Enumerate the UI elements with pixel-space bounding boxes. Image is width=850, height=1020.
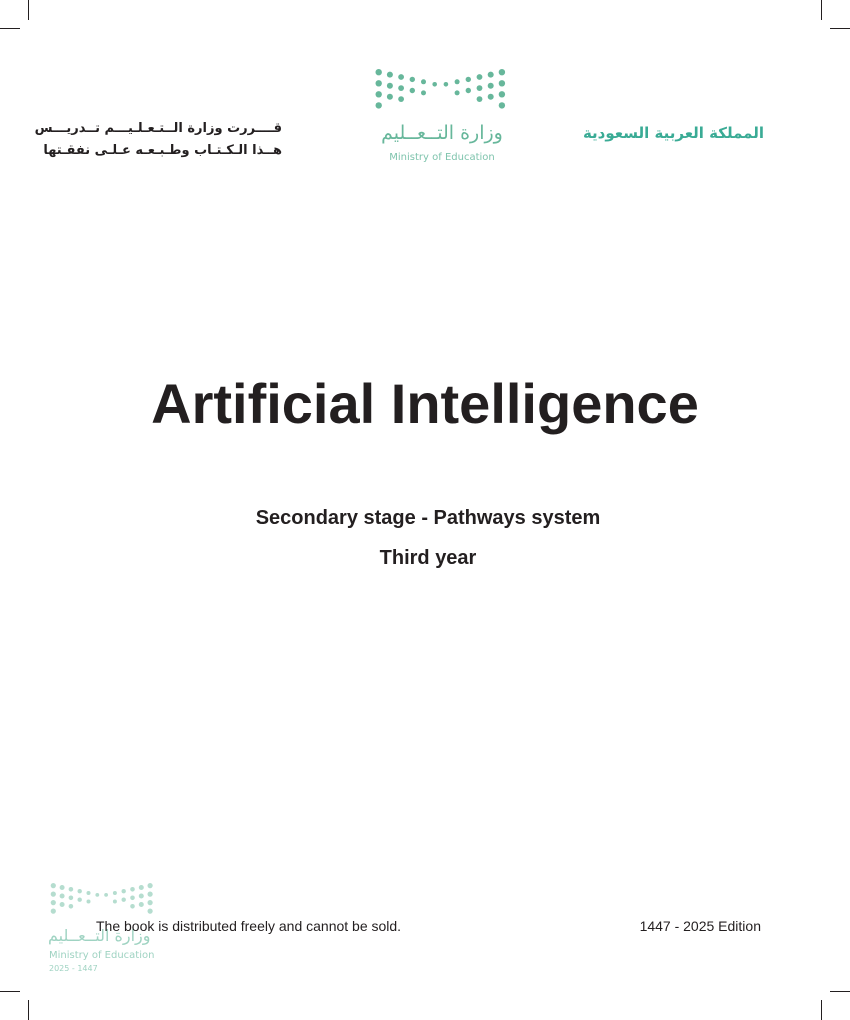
- crop-mark: [830, 28, 850, 29]
- logo-dot: [51, 909, 56, 914]
- logo-dot: [466, 88, 471, 93]
- approval-statement: [34, 118, 282, 162]
- book-title: Artificial Intelligence: [151, 372, 699, 435]
- footer-logo-year: 2025 - 1447: [49, 964, 98, 973]
- logo-dot: [122, 889, 126, 893]
- logo-dot: [432, 82, 437, 87]
- ministry-of-education-logo: [372, 68, 512, 170]
- logo-dot: [488, 83, 494, 89]
- ministry-logo-english: Ministry of Education: [389, 152, 495, 163]
- logo-dot: [87, 891, 91, 895]
- crop-mark: [0, 991, 20, 992]
- logo-dot: [421, 79, 426, 84]
- logo-dot: [455, 79, 460, 84]
- logo-dot: [148, 900, 153, 905]
- logo-dot: [477, 74, 483, 80]
- logo-dot: [139, 885, 144, 890]
- logo-dot: [376, 91, 382, 97]
- logo-dot: [387, 94, 393, 100]
- logo-dot: [488, 72, 494, 78]
- crop-mark: [821, 0, 822, 20]
- logo-dot: [466, 77, 471, 82]
- logo-dot: [499, 69, 505, 75]
- edition-label: 1447 - 2025 Edition: [639, 918, 761, 934]
- logo-dot: [387, 72, 393, 78]
- logo-dot: [87, 900, 91, 904]
- logo-dot: [398, 85, 404, 91]
- crop-mark: [0, 28, 20, 29]
- crop-mark: [821, 1000, 822, 1020]
- logo-dot: [376, 69, 382, 75]
- logo-dot: [60, 894, 65, 899]
- logo-dot: [499, 80, 505, 86]
- logo-dot: [499, 91, 505, 97]
- logo-dot: [78, 889, 82, 893]
- book-subtitle: Secondary stage - Pathways system: [255, 507, 601, 529]
- crop-mark: [28, 1000, 29, 1020]
- logo-dot: [69, 887, 74, 892]
- logo-dot: [139, 894, 144, 899]
- logo-dot: [410, 88, 415, 93]
- logo-dot: [148, 883, 153, 888]
- logo-dot: [60, 902, 65, 907]
- crop-mark: [28, 0, 29, 20]
- logo-dot: [51, 900, 56, 905]
- logo-dot: [139, 902, 144, 907]
- logo-dot: [113, 891, 117, 895]
- logo-dot: [122, 898, 126, 902]
- footer-dots-icon: [48, 882, 158, 922]
- logo-dot: [78, 898, 82, 902]
- logo-dot: [113, 900, 117, 904]
- logo-dot: [60, 885, 65, 890]
- ministry-dots-icon: [372, 68, 512, 120]
- approval-line-2: هــذا الـكـتـاب وطـبـعـه عـلـى نفقـتها: [43, 143, 282, 158]
- ministry-logo-arabic: وزارة التــعــليم: [381, 122, 503, 144]
- logo-dot: [398, 96, 404, 102]
- logo-dot: [376, 102, 382, 108]
- logo-dot: [376, 80, 382, 86]
- logo-dot: [444, 82, 449, 87]
- logo-dot: [51, 883, 56, 888]
- logo-dot: [488, 94, 494, 100]
- logo-dot: [148, 892, 153, 897]
- logo-dot: [69, 904, 74, 909]
- logo-dot: [130, 896, 135, 901]
- footer-logo-arabic: وزارة التــعــليم: [48, 926, 151, 945]
- logo-dot: [130, 887, 135, 892]
- logo-dot: [398, 74, 404, 80]
- crop-mark: [830, 991, 850, 992]
- logo-dot: [95, 893, 99, 897]
- book-year: Third year: [379, 547, 477, 569]
- footer-logo-english: Ministry of Education: [49, 950, 155, 961]
- logo-dot: [148, 909, 153, 914]
- logo-dot: [477, 85, 483, 91]
- distribution-note: The book is distributed freely and cannot be sold.: [96, 918, 402, 934]
- logo-dot: [51, 892, 56, 897]
- logo-dot: [421, 90, 426, 95]
- approval-line-1: قــــررت وزارة الــتـعـلـيـــم تــدريـــس: [34, 121, 282, 136]
- logo-dot: [499, 102, 505, 108]
- logo-dot: [104, 893, 108, 897]
- logo-dot: [387, 83, 393, 89]
- logo-dot: [477, 96, 483, 102]
- logo-dot: [455, 90, 460, 95]
- logo-dot: [130, 904, 135, 909]
- logo-dot: [410, 77, 415, 82]
- kingdom-name: المملكة العربية السعودية: [582, 124, 764, 142]
- logo-dot: [69, 896, 74, 901]
